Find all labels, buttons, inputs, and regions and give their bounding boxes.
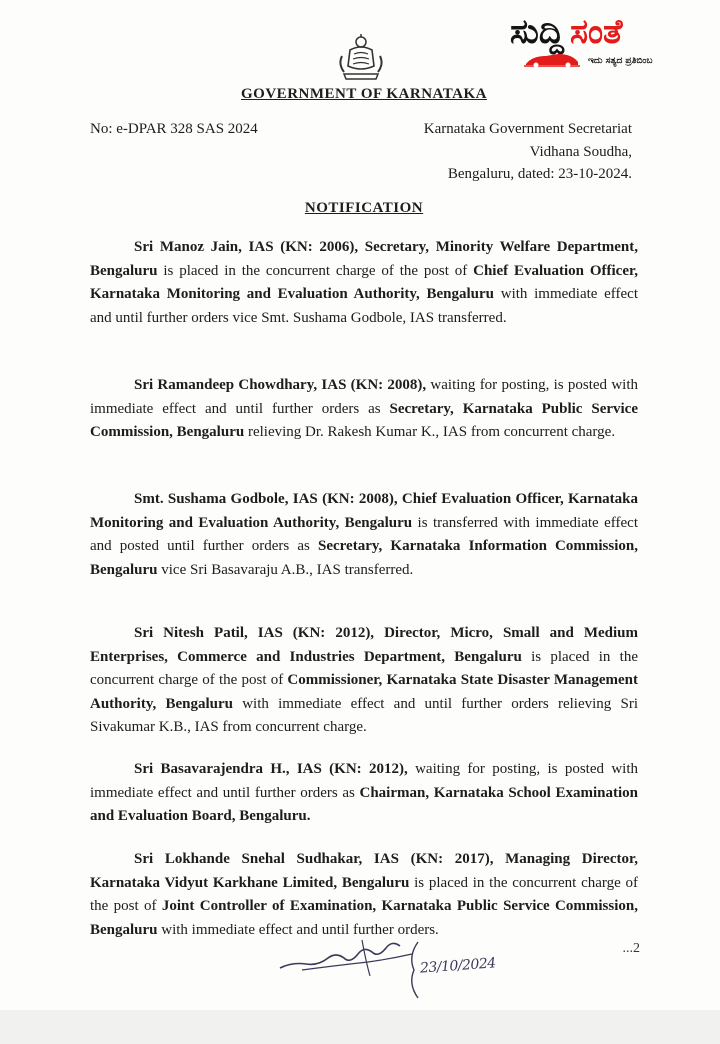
paragraph-bold-text: Sri Basavarajendra H., IAS (KN: 2012), (134, 761, 408, 777)
paragraph-text: is placed in the concurrent charge of the post of (90, 874, 638, 914)
logo-wordmark (510, 10, 710, 54)
notification-paragraph (90, 236, 638, 330)
page-continuation: ...2 (622, 941, 640, 956)
paragraph-text: vice Sri Basavaraju A.B., IAS transferred. (157, 561, 414, 578)
notification-paragraph (90, 622, 638, 740)
notification-paragraph (90, 848, 638, 942)
paragraph-bold-text: Sri Manoz Jain, IAS (KN: 2006), Secretary, Minority Welfare Department, Bengaluru (90, 239, 638, 279)
paragraph-bold-text: Sri Lokhande Snehal Sudhakar, IAS (KN: 2017), Managing Director, Karnataka Vidyut Karkhane Limited, Bengaluru (90, 851, 638, 891)
signature-date: 23/10/2024 (419, 955, 497, 977)
page-bottom-band (0, 1010, 720, 1044)
paragraph-bold-text: Smt. Sushama Godbole, IAS (KN: 2008), Chief Evaluation Officer, Karnataka Monitoring and Evaluation Authority, Bengaluru (90, 491, 638, 531)
paragraph-text: with immediate effect and until further orders. (157, 921, 439, 938)
notification-paragraph (90, 374, 638, 445)
paragraph-text: is placed in the concurrent charge of the post of (157, 262, 474, 279)
paragraph-bold-text: Secretary, Karnataka Public Service Commission, Bengaluru (90, 400, 638, 440)
paragraph-text: with immediate effect and until further orders relieving Sri Sivakumar K.B., IAS from concurrent charge. (90, 695, 638, 735)
notification-heading: NOTIFICATION (304, 200, 424, 216)
paragraph-bold-text: Joint Controller of Examination, Karnataka Public Service Commission, Bengaluru (90, 898, 638, 938)
reference-number: No: e-DPAR 328 SAS 2024 (90, 121, 258, 137)
logo-word-1: ಸುದ್ದಿ (510, 12, 564, 52)
paragraph-text: with immediate effect and until further orders vice Smt. Sushama Godbole, IAS transferred. (90, 286, 638, 326)
sudhi-sante-logo (510, 10, 710, 74)
paragraph-bold-text: Commissioner, Karnataka State Disaster Management Authority, Bengaluru (90, 672, 638, 712)
paragraph-bold-text: Sri Ramandeep Chowdhary, IAS (KN: 2008), (134, 377, 427, 393)
place-and-date: Bengaluru, dated: 23-10-2024. (447, 166, 632, 182)
paragraph-text: is placed in the concurrent charge of the post of (90, 648, 638, 688)
secretariat-address (360, 118, 632, 186)
government-title: GOVERNMENT OF KARNATAKA (241, 86, 487, 102)
paragraph-bold-text: Chief Evaluation Officer, Karnataka Monitoring and Evaluation Authority, Bengaluru (90, 262, 639, 302)
logo-tagline: ಇದು ಸತ್ಯದ ಪ್ರತಿಬಿಂಬ (588, 56, 653, 66)
paragraph-bold-text: Secretary, Karnataka Information Commission, Bengaluru (90, 538, 638, 578)
paragraph-text: waiting for posting, is posted with immediate effect and until further orders as (90, 761, 638, 801)
car-icon (522, 50, 582, 68)
building-name: Vidhana Soudha, (529, 143, 632, 160)
logo-word-2: ಸಂತೆ (569, 12, 623, 52)
notification-paragraph (90, 488, 638, 582)
paragraph-text: relieving Dr. Rakesh Kumar K., IAS from concurrent charge. (244, 424, 616, 440)
secretariat-name: Karnataka Government Secretariat (423, 121, 632, 137)
karnataka-emblem-icon (336, 34, 386, 82)
paragraph-text: waiting for posting, is posted with immediate effect and until further orders as (90, 377, 638, 417)
paragraph-bold-text: Sri Nitesh Patil, IAS (KN: 2012), Director, Micro, Small and Medium Enterprises, Commerce and Industries Department, Bengaluru (90, 625, 638, 665)
notification-paragraph (90, 758, 638, 829)
signature-icon (272, 932, 422, 978)
paragraph-bold-text: Chairman, Karnataka School Examination and Evaluation Board, Bengaluru. (90, 784, 638, 824)
paragraph-text: is transferred with immediate effect and posted until further orders as (90, 514, 638, 554)
